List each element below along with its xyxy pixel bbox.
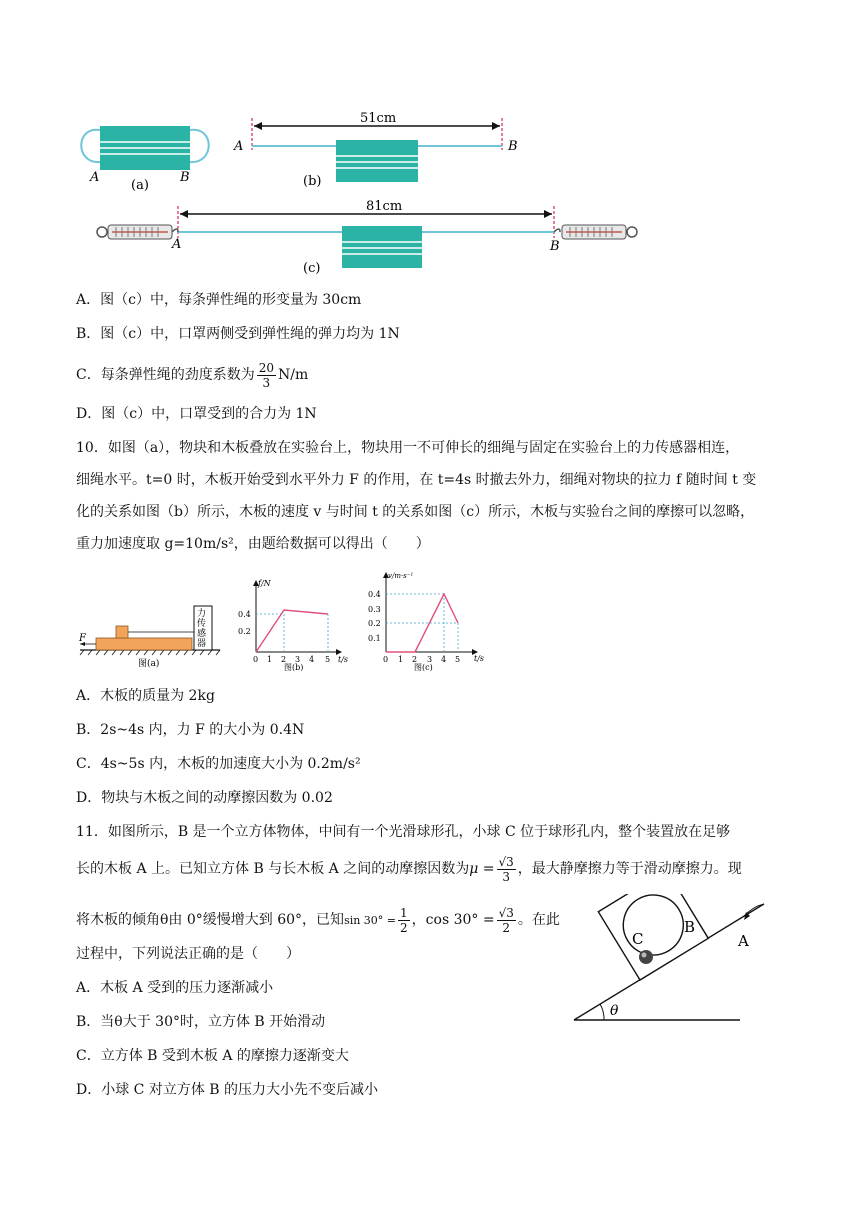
q11-option-d: D．小球 C 对立方体 B 的压力大小先不变后减小	[76, 1082, 379, 1098]
figc-ytick-0.4: 0.4	[368, 590, 381, 599]
q10-option-a: A．木板的质量为 2kg	[76, 688, 215, 704]
fig-b-point-A: A	[234, 139, 244, 154]
mu-den: 3	[502, 869, 510, 884]
sensor-char-3: 感	[197, 629, 207, 639]
mu-symbol: μ =	[469, 861, 495, 877]
fig-b-label: (b)	[303, 174, 322, 189]
figb-xtick-0: 0	[253, 655, 259, 664]
figa-force-label: F	[79, 633, 86, 644]
q11-option-a: A．木板 A 受到的压力逐渐减小	[76, 980, 274, 996]
figb-xtick-5: 5	[325, 655, 331, 664]
figb-xlabel: t/s	[338, 655, 349, 664]
q10-stem-line-3: 化的关系如图（b）所示，木板的速度 v 与时间 t 的关系如图（c）所示，木板与实验台之间的摩擦可以忽略，	[76, 504, 755, 520]
q10-figure-b	[232, 576, 352, 672]
fig-b-point-B: B	[508, 139, 518, 154]
figb-caption: 图(b)	[284, 663, 304, 672]
mask-figure-c	[97, 199, 637, 276]
q9-fraction-den: 3	[262, 375, 271, 390]
figa-caption: 图(a)	[138, 659, 160, 669]
figc-xtick-5: 5	[455, 655, 461, 664]
q9-option-d: D．图（c）中，口罩受到的合力为 1N	[76, 406, 317, 422]
mu-fraction	[497, 855, 516, 884]
q9-option-b: B．图（c）中，口罩两侧受到弹性绳的弹力均为 1N	[76, 326, 400, 342]
q9-option-c-unit: N/m	[278, 367, 309, 383]
figc-xtick-0: 0	[383, 655, 389, 664]
q9-option-c-prefix: C．每条弹性绳的劲度系数为	[76, 367, 255, 383]
figb-ylabel: f/N	[258, 579, 271, 588]
sensor-char-4: 器	[197, 639, 207, 649]
q11-line3-suffix: 。在此	[517, 912, 560, 928]
figc-xtick-3: 3	[427, 655, 433, 664]
figc-ytick-0.1: 0.1	[368, 634, 381, 643]
q10-option-c: C．4s~5s 内，木板的加速度大小为 0.2m/s²	[76, 756, 361, 772]
q9-option-c	[76, 360, 308, 390]
mask-figure-b	[233, 111, 518, 189]
figc-ytick-0.2: 0.2	[368, 619, 381, 628]
mu-num: √3	[498, 854, 514, 869]
q11-fig-C: C	[632, 930, 644, 948]
ball-C	[639, 950, 653, 964]
q11-stem-line-3	[76, 902, 560, 939]
figc-ytick-0.3: 0.3	[368, 605, 381, 614]
sensor-char-1: 力	[197, 609, 207, 619]
q11-line2-suffix: ，最大静摩擦力等于滑动摩擦力。现	[517, 861, 742, 877]
fig-b-length: 51cm	[360, 111, 397, 126]
fig-c-label: (c)	[303, 261, 321, 276]
sensor-char-2: 传	[197, 619, 207, 629]
cos-label: ，cos 30° =	[411, 912, 495, 928]
figb-f-curve	[256, 610, 328, 652]
sin-label: sin 30° =	[344, 914, 397, 927]
mask-figure-a	[81, 126, 209, 193]
fig-c-point-B: B	[550, 239, 560, 254]
q10-stem-line-4: 重力加速度取 g=10m/s²，由题给数据可以得出（ ）	[76, 536, 430, 552]
q10-option-d: D．物块与木板之间的动摩擦因数为 0.02	[76, 790, 333, 806]
cos-num: √3	[498, 905, 514, 920]
spring-scale-right	[554, 225, 637, 239]
q11-stem-line-2	[76, 850, 742, 888]
spring-scale-left	[97, 225, 178, 239]
figb-plot	[256, 610, 328, 652]
q10-stem-line-2: 细绳水平。t=0 时，木板开始受到水平外力 F 的作用，在 t=4s 时撤去外力，细绳对物块的拉力 f 随时间 t 变	[76, 472, 757, 488]
figc-xlabel: t/s	[474, 654, 485, 663]
q11-line2-prefix: 长的木板 A 上。已知立方体 B 与长木板 A 之间的动摩擦因数为	[76, 861, 470, 877]
q10-option-b: B．2s~4s 内，力 F 的大小为 0.4N	[76, 722, 305, 738]
q9-option-a: A．图（c）中，每条弹性绳的形变量为 30cm	[76, 292, 362, 308]
q11-stem-line-4: 过程中，下列说法正确的是（ ）	[76, 946, 300, 962]
q11-fig-B: B	[684, 918, 696, 936]
figc-xtick-1: 1	[398, 655, 404, 664]
q11-option-c: C．立方体 B 受到木板 A 的摩擦力逐渐变大	[76, 1048, 349, 1064]
sin-fraction	[398, 906, 410, 935]
sin-num: 1	[400, 905, 408, 920]
q10-figure-a	[76, 598, 226, 670]
q9-fraction	[257, 361, 276, 390]
figc-xtick-4: 4	[441, 655, 447, 664]
cos-den: 2	[502, 920, 511, 935]
q11-fig-A: A	[738, 932, 749, 950]
figc-ylabel: v/m·s⁻¹	[388, 572, 414, 580]
figc-caption: 图(c)	[414, 663, 433, 672]
q10-stem-line-1: 10．如图（a），物块和木板叠放在实验台上，物块用一不可伸长的细绳与固定在实验台上的力传感器相连，	[76, 440, 740, 456]
q11-stem-line-1: 11．如图所示，B 是一个立方体物体，中间有一个光滑球形孔，小球 C 位于球形孔内，整个装置放在足够	[76, 824, 731, 840]
fig-c-point-A: A	[172, 237, 182, 252]
figc-xtick-2: 2	[412, 655, 418, 664]
figb-xtick-1: 1	[267, 655, 273, 664]
figb-ytick-0.4: 0.4	[238, 610, 251, 619]
q11-option-b: B．当θ大于 30°时，立方体 B 开始滑动	[76, 1014, 326, 1030]
figb-xtick-4: 4	[309, 655, 315, 664]
fig-a-point-A: A	[90, 170, 100, 185]
fig-a-point-B: B	[180, 170, 190, 185]
cos-fraction	[497, 906, 516, 935]
figb-xtick-2: 2	[281, 655, 287, 664]
figb-xtick-3: 3	[295, 655, 301, 664]
sin-den: 2	[400, 920, 408, 935]
q10-figure-c	[368, 568, 488, 672]
mask-figures	[70, 104, 650, 280]
q11-line3-prefix: 将木板的倾角θ由 0°缓慢增大到 60°，已知	[76, 912, 345, 928]
q11-figure	[568, 894, 774, 1026]
fig-a-label: (a)	[131, 178, 149, 193]
fig-c-length: 81cm	[366, 199, 403, 214]
q9-fraction-num: 20	[258, 360, 274, 375]
figb-ytick-0.2: 0.2	[238, 627, 251, 636]
q11-fig-theta: θ	[610, 1003, 619, 1019]
